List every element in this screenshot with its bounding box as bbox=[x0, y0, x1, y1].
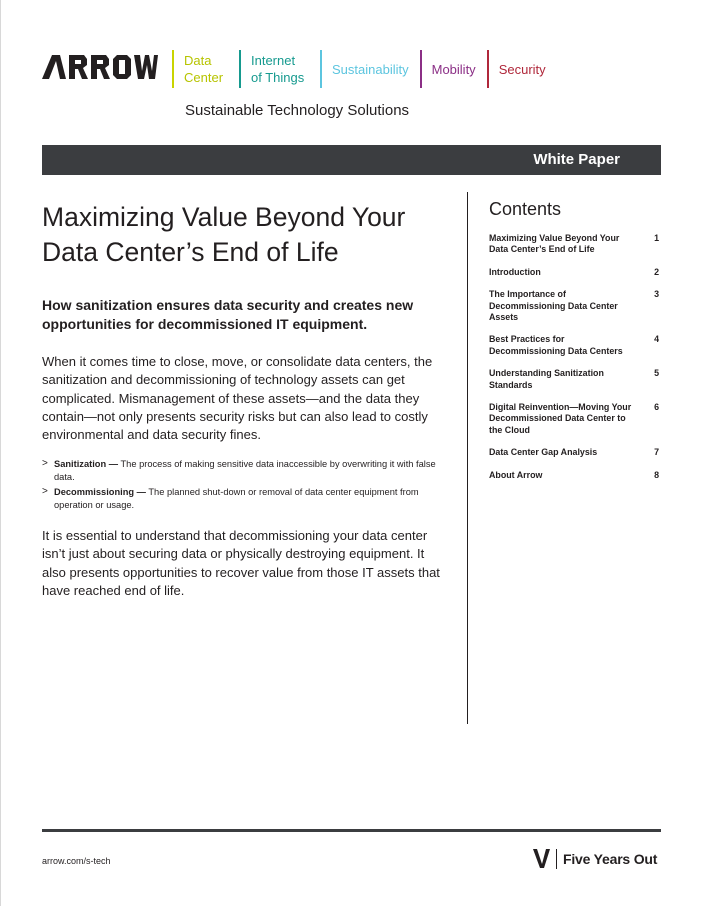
toc-item[interactable]: Digital Reinvention—Moving Your Decommissioned Data Center to the Cloud 6 bbox=[489, 402, 659, 435]
definition-item bbox=[42, 458, 442, 483]
page-edge bbox=[0, 0, 1, 906]
toc-page-number: 6 bbox=[654, 402, 659, 413]
definition-term: Sanitization — bbox=[54, 459, 119, 469]
toc-page-number: 8 bbox=[654, 469, 659, 480]
nav-data-center[interactable]: Data Center bbox=[172, 50, 239, 88]
definition-term: Decommissioning — bbox=[54, 487, 146, 497]
chevron-right-icon: > bbox=[42, 486, 48, 497]
toc-item[interactable]: Maximizing Value Beyond Your Data Center’s End of Life 1 bbox=[489, 233, 659, 255]
category-nav bbox=[172, 50, 557, 88]
five-years-out-mark-icon bbox=[533, 848, 551, 869]
definition-text: The process of making sensitive data inaccessible by overwriting it with false data. bbox=[54, 459, 436, 482]
document-type-banner bbox=[42, 145, 661, 175]
toc-page-number: 5 bbox=[654, 368, 659, 379]
toc-item[interactable]: The Importance of Decommissioning Data Center Assets 3 bbox=[489, 289, 659, 323]
subtitle: How sanitization ensures data security and creates new opportunities for decommissioned IT equipment. bbox=[42, 297, 414, 332]
toc-page-number: 4 bbox=[654, 334, 659, 345]
table-of-contents bbox=[489, 233, 661, 492]
intro-paragraph: When it comes time to close, move, or consolidate data centers, the sanitization and decommissioning of technology assets can get complicated. Mismanagement of these assets—and the data they contain—not only presents security risks but can also lead to costly environmental and data security fines. bbox=[42, 354, 433, 443]
column-divider bbox=[467, 192, 468, 724]
footer-url[interactable]: arrow.com/s-tech bbox=[42, 856, 111, 866]
footer-rule bbox=[42, 829, 661, 832]
toc-item[interactable]: Understanding Sanitization Standards 5 bbox=[489, 368, 659, 390]
definition-item bbox=[42, 486, 442, 511]
banner-label: White Paper bbox=[533, 151, 620, 168]
toc-item[interactable]: Introduction 2 bbox=[489, 266, 659, 277]
arrow-logo bbox=[41, 53, 158, 81]
brand-separator bbox=[556, 849, 557, 869]
closing-paragraph: It is essential to understand that decommissioning your data center isn’t just about securing data or physically destroying equipment. It also presents opportunities to recover value from those IT assets that have reached end of life. bbox=[42, 528, 440, 598]
contents-heading: Contents bbox=[489, 199, 562, 219]
five-years-out-brand bbox=[533, 848, 657, 869]
definitions-list bbox=[42, 458, 442, 514]
toc-item[interactable]: Data Center Gap Analysis 7 bbox=[489, 447, 659, 458]
nav-sustainability[interactable]: Sustainability bbox=[320, 50, 420, 88]
toc-page-number: 3 bbox=[654, 289, 659, 300]
toc-item[interactable]: About Arrow 8 bbox=[489, 469, 659, 480]
toc-page-number: 2 bbox=[654, 266, 659, 277]
toc-page-number: 1 bbox=[654, 233, 659, 243]
toc-page-number: 7 bbox=[654, 447, 659, 458]
nav-security[interactable]: Security bbox=[487, 50, 557, 88]
chevron-right-icon: > bbox=[42, 458, 48, 469]
nav-mobility[interactable]: Mobility bbox=[420, 50, 487, 88]
tagline: Sustainable Technology Solutions bbox=[185, 102, 410, 119]
nav-internet-of-things[interactable]: Internet of Things bbox=[239, 50, 320, 88]
definition-text: The planned shut-down or removal of data center equipment from operation or usage. bbox=[54, 487, 419, 510]
toc-item[interactable]: Best Practices for Decommissioning Data Centers 4 bbox=[489, 334, 659, 356]
brand-text: Five Years Out bbox=[563, 850, 658, 867]
page-title: Maximizing Value Beyond Your Data Center’s End of Life bbox=[42, 202, 406, 267]
